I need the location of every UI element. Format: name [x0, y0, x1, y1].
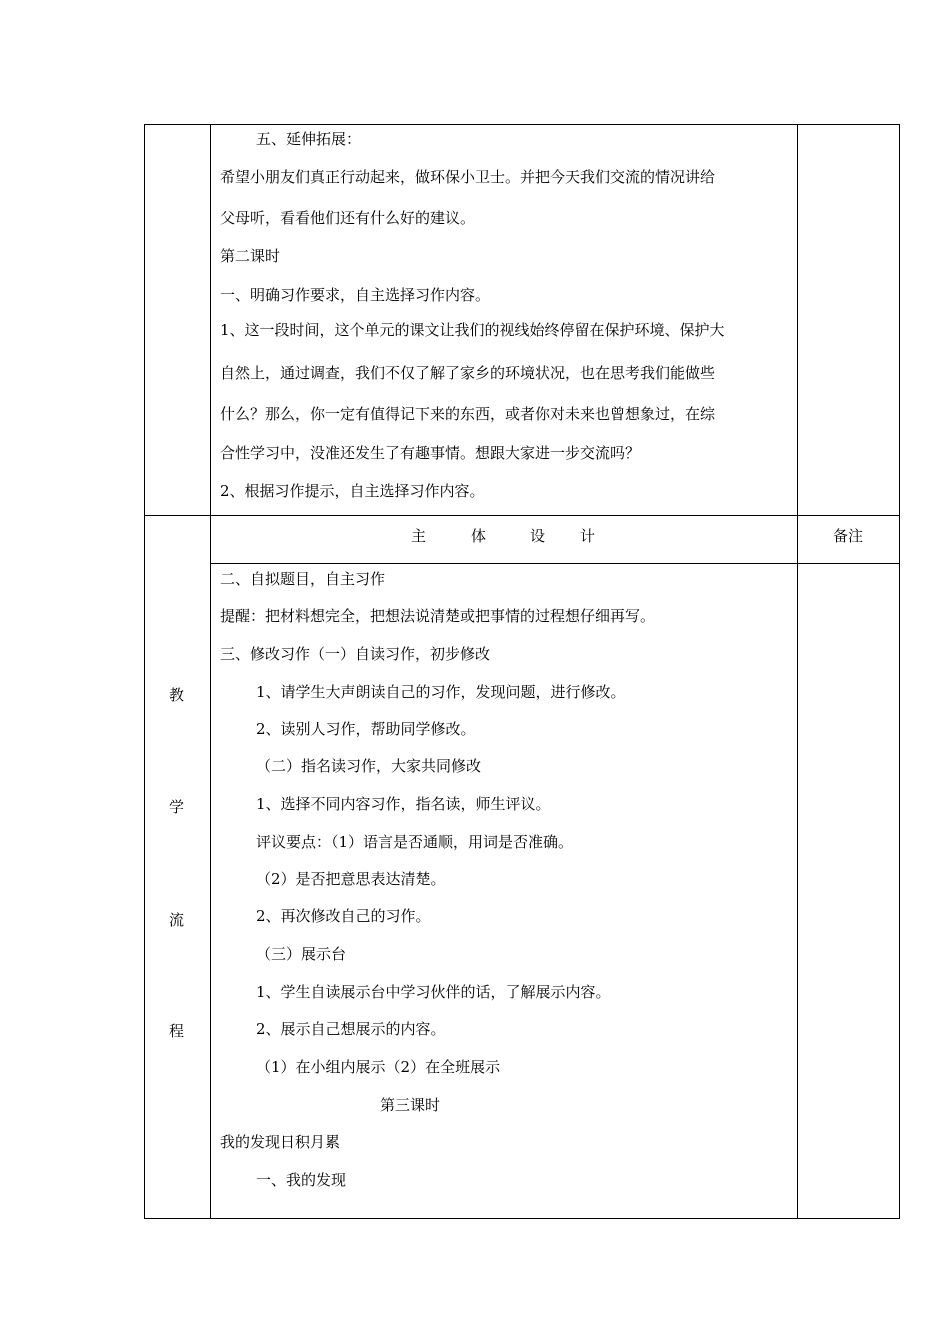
table-border-top	[144, 124, 900, 125]
text-line: （1）在小组内展示（2）在全班展示	[256, 1058, 501, 1076]
header-main-design-char: 体	[471, 527, 487, 545]
text-line: 第三课时	[380, 1096, 441, 1114]
table-col-divider-2	[797, 124, 798, 1219]
table-row-divider-2	[210, 563, 900, 564]
text-line: 一、明确习作要求，自主选择习作内容。	[220, 286, 491, 304]
header-remarks: 备注	[833, 527, 864, 545]
text-line: 提醒：把材料想完全，把想法说清楚或把事情的过程想仔细再写。	[220, 607, 656, 625]
text-line: 我的发现日积月累	[220, 1133, 341, 1151]
table-col-divider-1	[210, 124, 211, 1219]
text-line: 2、再次修改自己的习作。	[256, 907, 431, 925]
table-border-left	[144, 124, 145, 1219]
text-line: 希望小朋友们真正行动起来，做环保小卫士。并把今天我们交流的情况讲给	[220, 168, 716, 186]
text-line: 2、展示自己想展示的内容。	[256, 1020, 446, 1038]
text-line: 1、选择不同内容习作，指名读，师生评议。	[256, 795, 551, 813]
text-line: （2）是否把意思表达清楚。	[256, 870, 446, 888]
text-line: 2、根据习作提示，自主选择习作内容。	[220, 482, 485, 500]
text-line: 五、延伸拓展：	[256, 130, 362, 148]
text-line: （三）展示台	[256, 945, 347, 963]
text-line: 2、读别人习作，帮助同学修改。	[256, 720, 476, 738]
table-border-bottom	[144, 1218, 900, 1219]
text-line: 什么？那么，你一定有值得记下来的东西，或者你对未来也曾想象过，在综	[220, 405, 716, 423]
text-line: 二、自拟题目，自主习作	[220, 570, 386, 588]
header-main-design-char: 设	[530, 527, 546, 545]
text-line: 合性学习中，没准还发生了有趣事情。想跟大家进一步交流吗？	[220, 444, 641, 462]
side-label-char: 流	[169, 911, 185, 929]
side-label-char: 学	[169, 798, 185, 816]
side-label-char: 程	[169, 1022, 185, 1040]
side-label-char: 教	[169, 686, 185, 704]
text-line: 1、这一段时间，这个单元的课文让我们的视线始终停留在保护环境、保护大	[220, 321, 725, 339]
text-line: 1、请学生大声朗读自己的习作，发现问题，进行修改。	[256, 683, 626, 701]
table-border-right	[899, 124, 900, 1219]
text-line: 三、修改习作（一）自读习作，初步修改	[220, 645, 491, 663]
header-main-design-char: 主	[411, 527, 427, 545]
text-line: 1、学生自读展示台中学习伙伴的话，了解展示内容。	[256, 983, 611, 1001]
header-main-design-char: 计	[580, 527, 596, 545]
text-line: 父母听，看看他们还有什么好的建议。	[220, 209, 476, 227]
table-row-divider-1	[144, 515, 900, 516]
text-line: 自然上，通过调查，我们不仅了解了家乡的环境状况，也在思考我们能做些	[220, 364, 716, 382]
text-line: 评议要点：（1）语言是否通顺，用词是否准确。	[256, 833, 574, 851]
text-line: （二）指名读习作，大家共同修改	[256, 757, 482, 775]
text-line: 一、我的发现	[256, 1171, 347, 1189]
text-line: 第二课时	[220, 247, 281, 265]
